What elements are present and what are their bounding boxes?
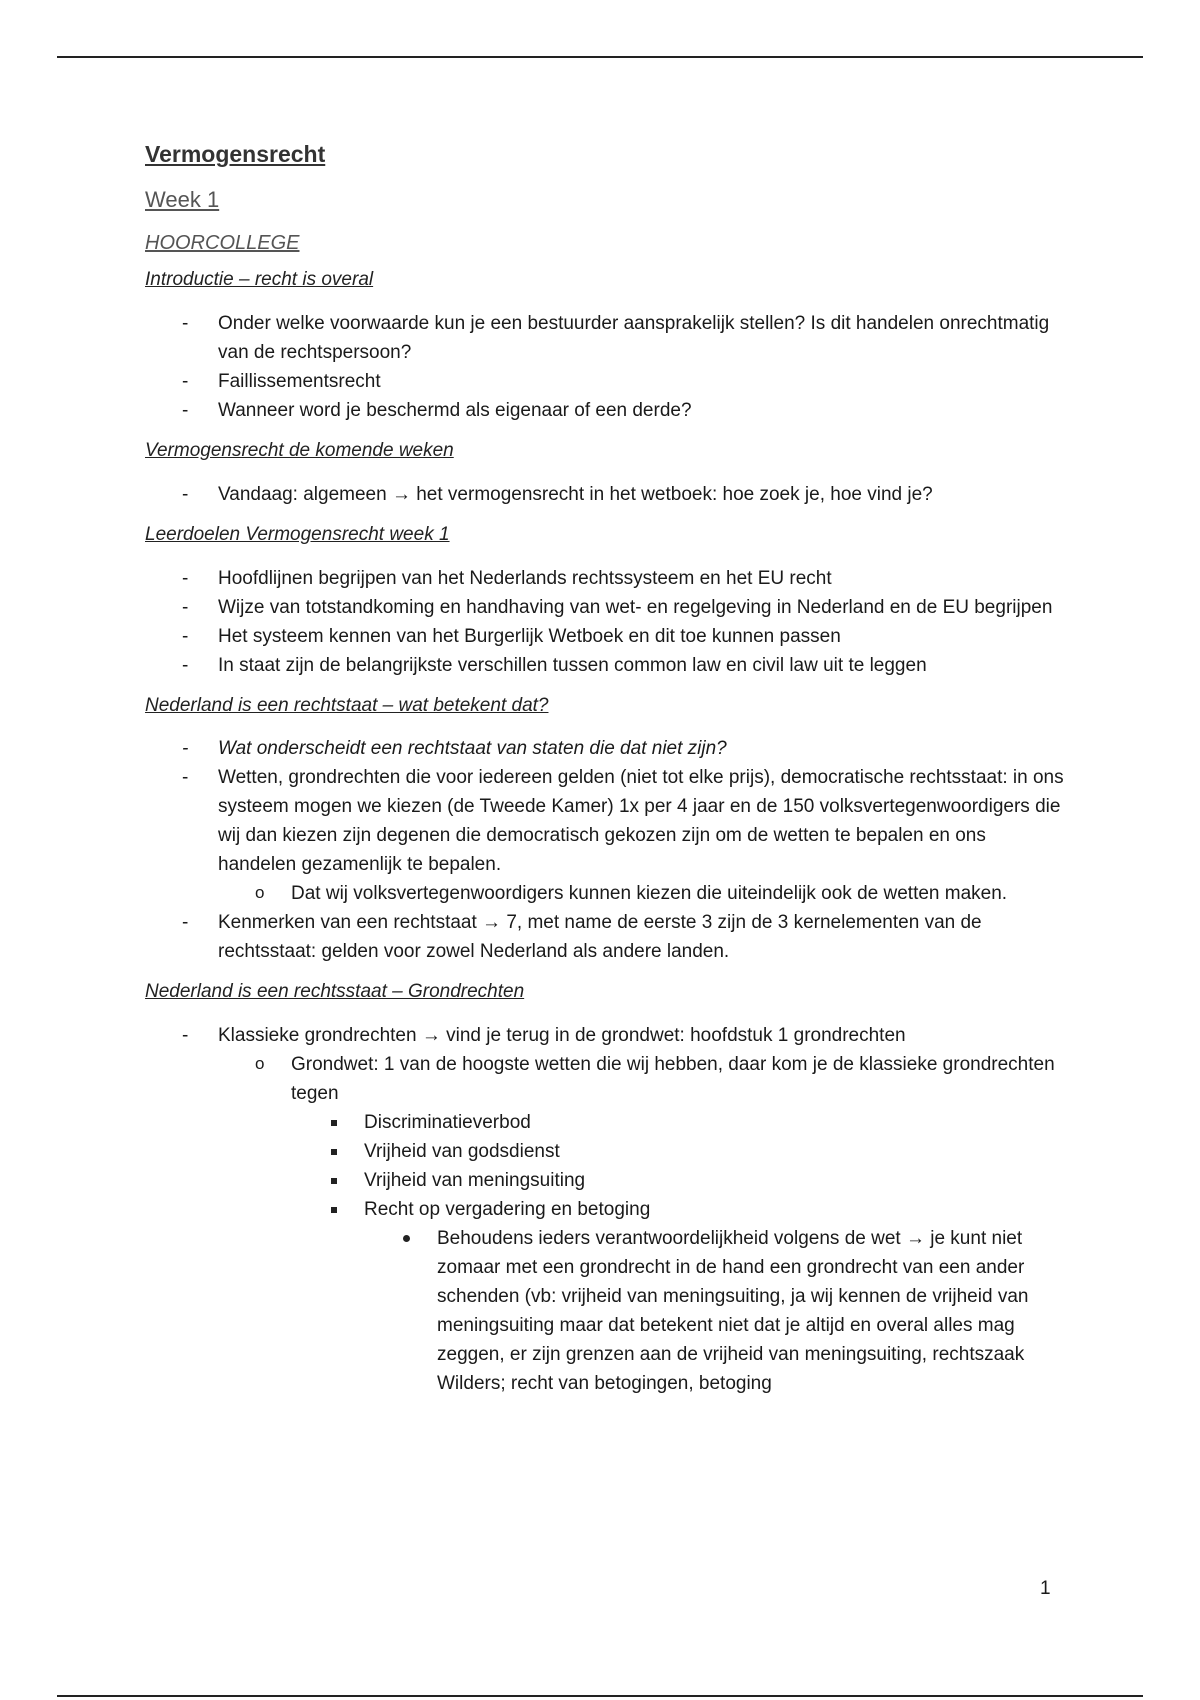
bullet-list-komende-weken: [145, 480, 1065, 509]
week-heading: Week 1: [145, 186, 220, 212]
list-item-text: Wetten, grondrechten die voor iedereen gelden (niet tot elke prijs), democratische rechtsstaat: in ons systeem mogen we kiezen (de Tweede Kamer) 1x per 4 jaar en de 150 volksvertegenwoordigers die wij dan kiezen zijn degenen die democratisch gekozen zijn om de wetten te bepalen en ons handelen gezamenlijk te bepalen.: [218, 767, 1064, 876]
bottom-rule: [57, 1695, 1143, 1697]
document-body: [145, 140, 1065, 1412]
list-item: - Wijze van totstandkoming en handhaving van wet- en regelgeving in Nederland en de EU begrijpen: [145, 593, 1065, 622]
list-item: - Wanneer word je beschermd als eigenaar of een derde?: [145, 396, 1065, 425]
section-heading-grondrechten: Nederland is een rechtsstaat – Grondrechten: [145, 981, 525, 1003]
section-heading-komende-weken: Vermogensrecht de komende weken: [145, 440, 454, 462]
list-item: - Het systeem kennen van het Burgerlijk Wetboek en dit toe kunnen passen: [145, 622, 1065, 651]
list-item: - Hoofdlijnen begrijpen van het Nederlands rechtssysteem en het EU recht: [145, 564, 1065, 593]
list-item: - Kenmerken van een rechtstaat → 7, met name de eerste 3 zijn de 3 kernelementen van de rechtsstaat: gelden voor zowel Nederland als andere landen.: [145, 908, 1065, 966]
page-number: 1: [1040, 1578, 1051, 1599]
sub-list: [218, 1050, 1065, 1398]
document-title: Vermogensrecht: [145, 141, 326, 167]
bullet-list-introductie: [145, 309, 1065, 425]
section-heading-leerdoelen: Leerdoelen Vermogensrecht week 1: [145, 523, 450, 545]
bullet-list-grondrechten: [145, 1021, 1065, 1398]
right-item: Vrijheid van godsdienst: [291, 1137, 1065, 1166]
section-heading-rechtstaat: Nederland is een rechtstaat – wat betekent dat?: [145, 694, 549, 716]
lecture-heading: HOORCOLLEGE: [145, 232, 300, 255]
note-list: [364, 1224, 1065, 1398]
list-item: [145, 1021, 1065, 1398]
list-item: [145, 763, 1065, 908]
note-item: Behoudens ieders verantwoordelijkheid volgens de wet → je kunt niet zomaar met een grondrecht in de hand een grondrecht van een ander schenden (vb: vrijheid van meningsuiting, ja wij kennen de vrijheid van meningsuiting maar dat betekent niet dat je altijd en overal alles mag zeggen, er zijn grenzen aan de vrijheid van meningsuiting, rechtszaak Wilders; recht van betogingen, betoging: [364, 1224, 1065, 1398]
bullet-list-leerdoelen: [145, 564, 1065, 680]
list-item: - Vandaag: algemeen → het vermogensrecht in het wetboek: hoe zoek je, hoe vind je?: [145, 480, 1065, 509]
right-item: Discriminatieverbod: [291, 1108, 1065, 1137]
list-item: - Faillissementsrecht: [145, 367, 1065, 396]
sub-list-item: [218, 1050, 1065, 1398]
list-item-text: Klassieke grondrechten → vind je terug in de grondwet: hoofdstuk 1 grondrechten: [218, 1024, 906, 1046]
top-rule: [57, 56, 1143, 58]
right-item-text: Recht op vergadering en betoging: [364, 1198, 651, 1220]
right-item: [291, 1195, 1065, 1398]
sub-list-item: o Dat wij volksvertegenwoordigers kunnen kiezen die uiteindelijk ook de wetten maken.: [218, 879, 1065, 908]
list-item: - In staat zijn de belangrijkste verschillen tussen common law en civil law uit te leggen: [145, 651, 1065, 680]
list-item: - Onder welke voorwaarde kun je een bestuurder aansprakelijk stellen? Is dit handelen onrechtmatig van de rechtspersoon?: [145, 309, 1065, 367]
section-heading-introductie: Introductie – recht is overal: [145, 269, 374, 291]
sub-list-item-text: Grondwet: 1 van de hoogste wetten die wij hebben, daar kom je de klassieke grondrechten tegen: [291, 1053, 1055, 1104]
list-item: - Wat onderscheidt een rechtstaat van staten die dat niet zijn?: [145, 734, 1065, 763]
rights-list: [291, 1108, 1065, 1398]
right-item: Vrijheid van meningsuiting: [291, 1166, 1065, 1195]
sub-list: [218, 879, 1065, 908]
bullet-list-rechtstaat: [145, 734, 1065, 966]
